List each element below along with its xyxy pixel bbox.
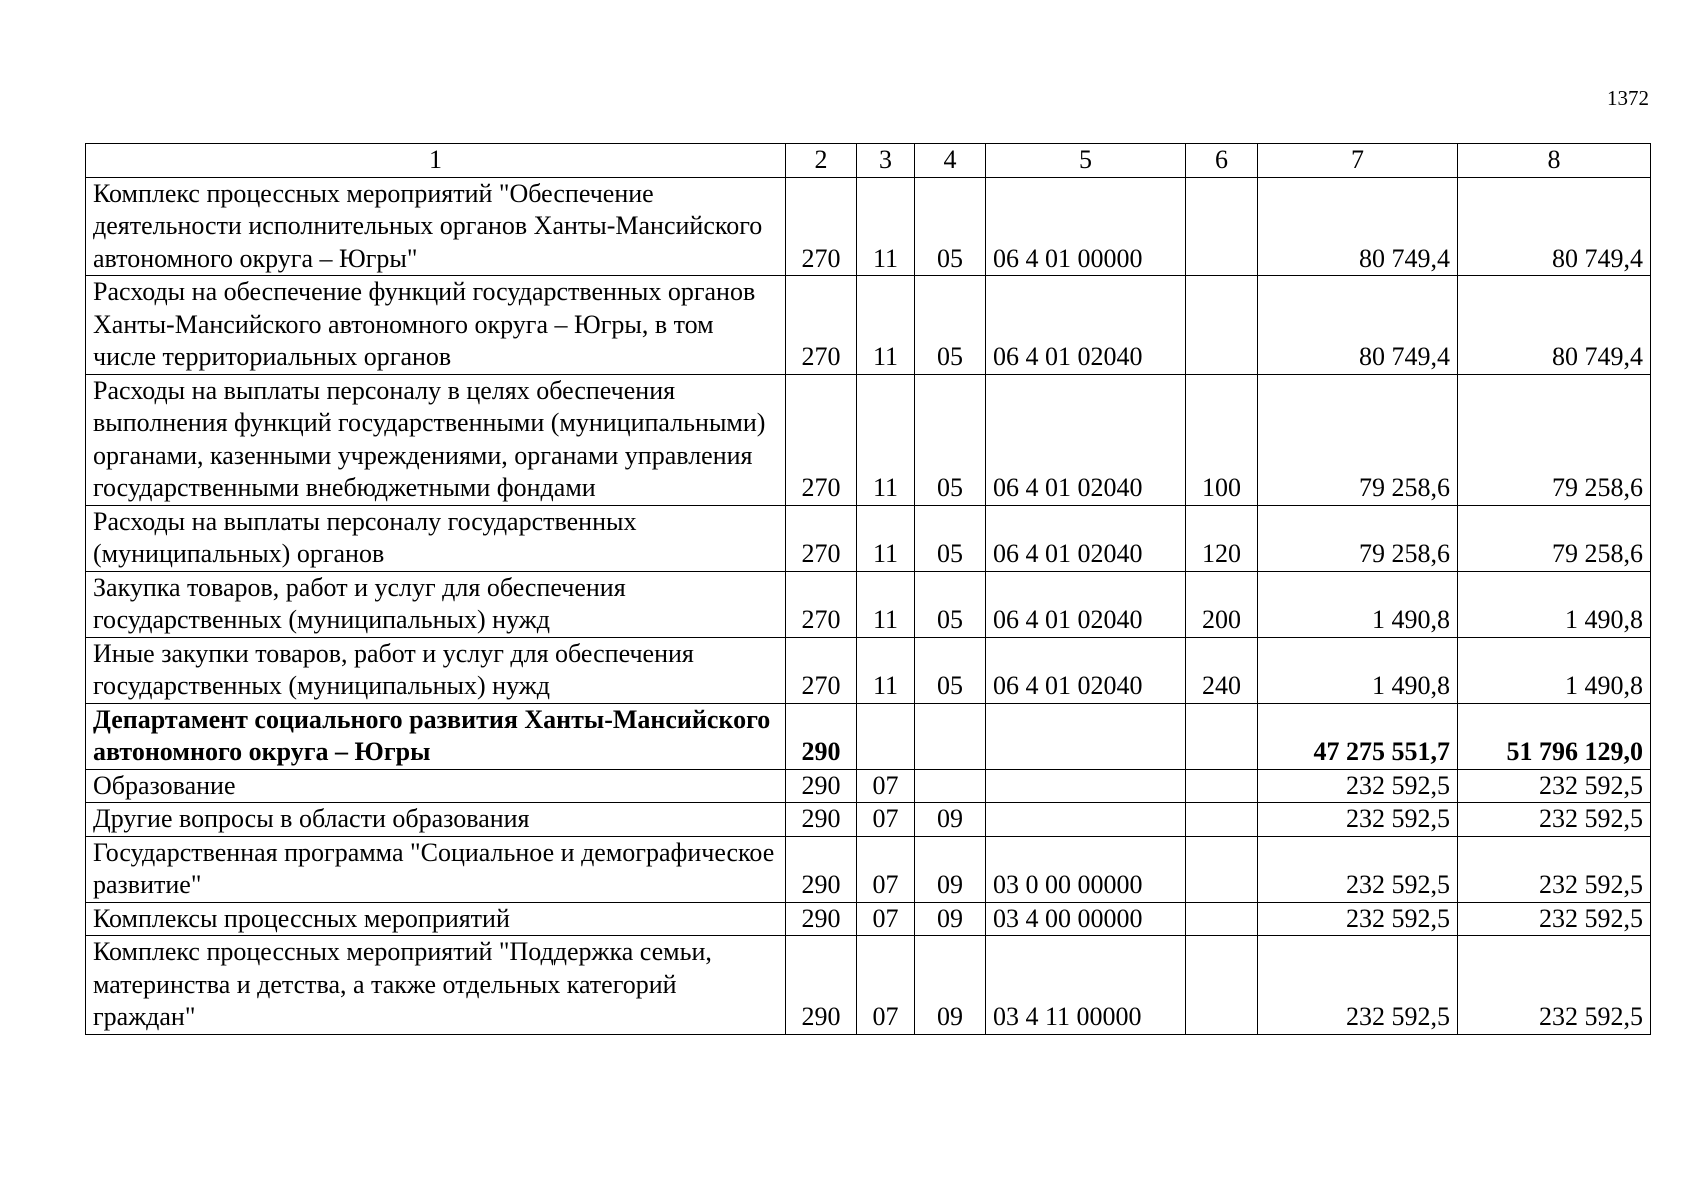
row-code-3-cell: 07 (857, 936, 915, 1035)
row-amount-7-cell: 232 592,5 (1258, 836, 1458, 902)
row-code-3-cell: 11 (857, 177, 915, 276)
row-amount-7-cell: 47 275 551,7 (1258, 703, 1458, 769)
row-amount-8-cell: 1 490,8 (1458, 571, 1651, 637)
row-name-cell: Образование (86, 769, 786, 803)
row-code-2-cell: 290 (786, 836, 857, 902)
header-cell-4: 4 (915, 144, 986, 178)
row-code-5-cell: 03 4 00 00000 (986, 902, 1186, 936)
row-name-cell: Комплексы процессных мероприятий (86, 902, 786, 936)
header-cell-5: 5 (986, 144, 1186, 178)
table-row (86, 637, 1651, 703)
row-code-6-cell (1186, 902, 1258, 936)
row-amount-7-cell: 80 749,4 (1258, 276, 1458, 375)
page-number: 1372 (1607, 86, 1649, 110)
row-code-5-cell: 03 4 11 00000 (986, 936, 1186, 1035)
table-row (86, 571, 1651, 637)
row-code-3-cell: 11 (857, 276, 915, 375)
row-code-6-cell (1186, 803, 1258, 837)
row-code-3-cell (857, 703, 915, 769)
row-code-2-cell: 270 (786, 637, 857, 703)
row-code-4-cell: 09 (915, 803, 986, 837)
row-amount-8-cell: 232 592,5 (1458, 902, 1651, 936)
row-name-cell: Закупка товаров, работ и услуг для обеспечения государственных (муниципальных) нужд (86, 571, 786, 637)
table-row (86, 505, 1651, 571)
row-code-3-cell: 07 (857, 902, 915, 936)
row-amount-7-cell: 1 490,8 (1258, 637, 1458, 703)
row-amount-7-cell: 232 592,5 (1258, 803, 1458, 837)
row-code-3-cell: 11 (857, 505, 915, 571)
row-code-6-cell: 100 (1186, 374, 1258, 505)
row-amount-8-cell: 232 592,5 (1458, 769, 1651, 803)
budget-table (85, 143, 1651, 1035)
table-row (86, 703, 1651, 769)
row-code-5-cell: 06 4 01 02040 (986, 571, 1186, 637)
row-code-6-cell: 120 (1186, 505, 1258, 571)
row-name-cell: Департамент социального развития Ханты-Мансийского автономного округа – Югры (86, 703, 786, 769)
row-amount-7-cell: 80 749,4 (1258, 177, 1458, 276)
row-amount-8-cell: 80 749,4 (1458, 177, 1651, 276)
row-code-4-cell: 09 (915, 902, 986, 936)
row-code-2-cell: 290 (786, 769, 857, 803)
row-amount-8-cell: 79 258,6 (1458, 374, 1651, 505)
row-code-4-cell: 05 (915, 637, 986, 703)
header-cell-7: 7 (1258, 144, 1458, 178)
row-code-4-cell: 05 (915, 505, 986, 571)
row-code-3-cell: 11 (857, 374, 915, 505)
row-code-5-cell: 06 4 01 00000 (986, 177, 1186, 276)
row-amount-7-cell: 79 258,6 (1258, 374, 1458, 505)
row-code-6-cell (1186, 703, 1258, 769)
row-amount-8-cell: 232 592,5 (1458, 936, 1651, 1035)
row-code-6-cell: 240 (1186, 637, 1258, 703)
row-code-4-cell: 05 (915, 276, 986, 375)
row-code-4-cell: 05 (915, 374, 986, 505)
row-code-2-cell: 270 (786, 177, 857, 276)
row-name-cell: Государственная программа "Социальное и демографическое развитие" (86, 836, 786, 902)
row-code-2-cell: 290 (786, 936, 857, 1035)
row-code-5-cell (986, 803, 1186, 837)
row-code-4-cell: 09 (915, 936, 986, 1035)
header-cell-8: 8 (1458, 144, 1651, 178)
row-name-cell: Иные закупки товаров, работ и услуг для обеспечения государственных (муниципальных) нужд (86, 637, 786, 703)
table-row (86, 936, 1651, 1035)
table-row (86, 374, 1651, 505)
row-code-3-cell: 07 (857, 803, 915, 837)
row-name-cell: Комплекс процессных мероприятий "Обеспечение деятельности исполнительных органов Ханты-Мансийского автономного округа – Югры" (86, 177, 786, 276)
row-code-2-cell: 270 (786, 571, 857, 637)
row-code-2-cell: 270 (786, 505, 857, 571)
table-row (86, 276, 1651, 375)
row-code-3-cell: 11 (857, 571, 915, 637)
row-code-2-cell: 270 (786, 276, 857, 375)
row-code-4-cell (915, 703, 986, 769)
table-row (86, 902, 1651, 936)
table-row (86, 769, 1651, 803)
row-amount-7-cell: 232 592,5 (1258, 936, 1458, 1035)
row-code-5-cell (986, 703, 1186, 769)
row-code-2-cell: 290 (786, 803, 857, 837)
table-body (86, 177, 1651, 1034)
row-code-4-cell: 09 (915, 836, 986, 902)
row-code-2-cell: 290 (786, 703, 857, 769)
row-amount-7-cell: 232 592,5 (1258, 769, 1458, 803)
table-row (86, 836, 1651, 902)
row-name-cell: Комплекс процессных мероприятий "Поддержка семьи, материнства и детства, а также отдельных категорий граждан" (86, 936, 786, 1035)
row-amount-8-cell: 232 592,5 (1458, 836, 1651, 902)
header-cell-6: 6 (1186, 144, 1258, 178)
row-code-5-cell: 06 4 01 02040 (986, 637, 1186, 703)
row-name-cell: Другие вопросы в области образования (86, 803, 786, 837)
row-amount-8-cell: 80 749,4 (1458, 276, 1651, 375)
table-row (86, 803, 1651, 837)
row-code-5-cell (986, 769, 1186, 803)
row-amount-8-cell: 1 490,8 (1458, 637, 1651, 703)
row-code-5-cell: 03 0 00 00000 (986, 836, 1186, 902)
header-row (86, 144, 1651, 178)
row-code-3-cell: 11 (857, 637, 915, 703)
table-row (86, 177, 1651, 276)
row-amount-7-cell: 79 258,6 (1258, 505, 1458, 571)
row-code-4-cell: 05 (915, 571, 986, 637)
row-code-5-cell: 06 4 01 02040 (986, 276, 1186, 375)
row-name-cell: Расходы на обеспечение функций государственных органов Ханты-Мансийского автономного округа – Югры, в том числе территориальных органов (86, 276, 786, 375)
row-code-2-cell: 270 (786, 374, 857, 505)
row-code-6-cell (1186, 936, 1258, 1035)
row-code-6-cell (1186, 769, 1258, 803)
row-code-4-cell (915, 769, 986, 803)
row-amount-7-cell: 232 592,5 (1258, 902, 1458, 936)
row-code-6-cell (1186, 836, 1258, 902)
row-code-5-cell: 06 4 01 02040 (986, 505, 1186, 571)
row-code-2-cell: 290 (786, 902, 857, 936)
row-code-3-cell: 07 (857, 836, 915, 902)
row-code-6-cell: 200 (1186, 571, 1258, 637)
row-name-cell: Расходы на выплаты персоналу в целях обеспечения выполнения функций государственными (муниципальными) органами, казенными учреждениями, органами управления государственными внебюджетными фондами (86, 374, 786, 505)
header-cell-2: 2 (786, 144, 857, 178)
header-cell-3: 3 (857, 144, 915, 178)
row-code-4-cell: 05 (915, 177, 986, 276)
row-code-6-cell (1186, 276, 1258, 375)
header-cell-1: 1 (86, 144, 786, 178)
row-code-5-cell: 06 4 01 02040 (986, 374, 1186, 505)
row-code-6-cell (1186, 177, 1258, 276)
row-amount-8-cell: 51 796 129,0 (1458, 703, 1651, 769)
row-code-3-cell: 07 (857, 769, 915, 803)
row-amount-8-cell: 232 592,5 (1458, 803, 1651, 837)
row-name-cell: Расходы на выплаты персоналу государственных (муниципальных) органов (86, 505, 786, 571)
row-amount-7-cell: 1 490,8 (1258, 571, 1458, 637)
row-amount-8-cell: 79 258,6 (1458, 505, 1651, 571)
